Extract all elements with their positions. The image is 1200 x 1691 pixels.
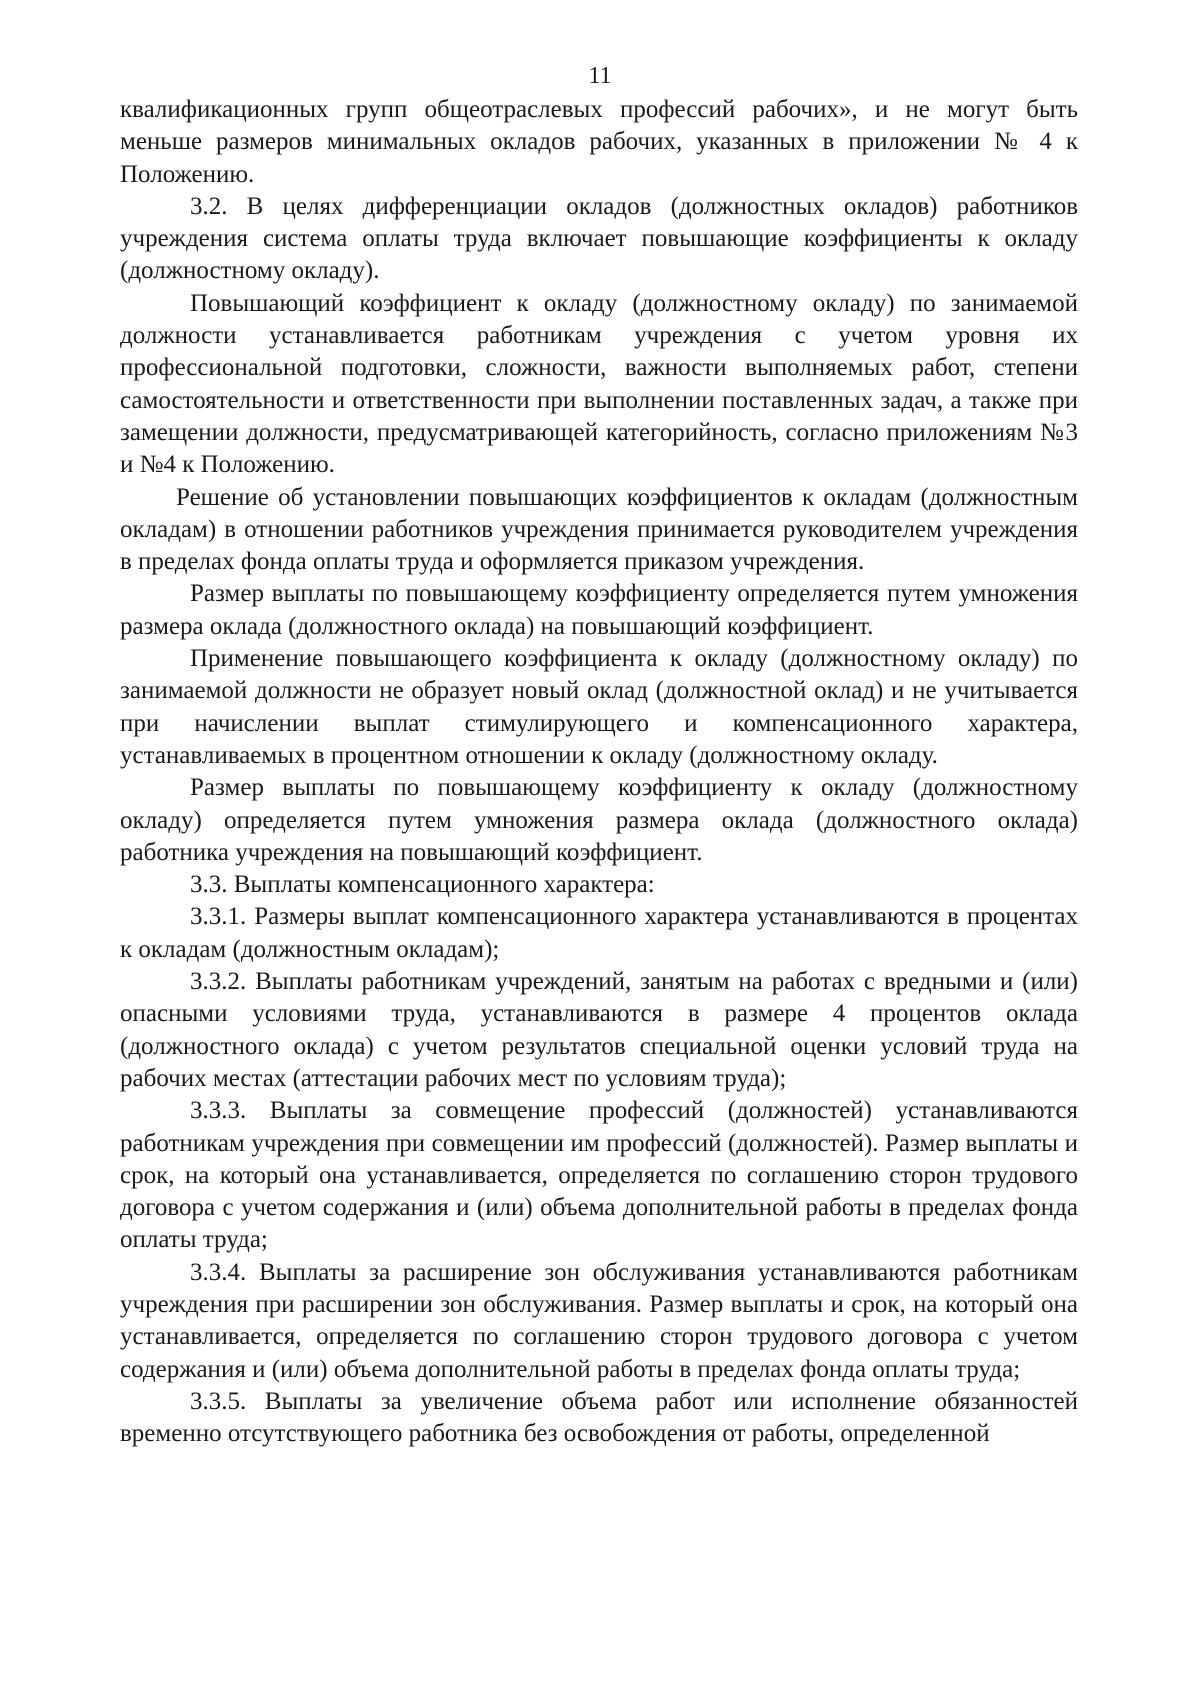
paragraph-3-3-3: 3.3.3. Выплаты за совмещение профессий (должностей) устанавливаются работникам учреждения при совмещении им профессий (должностей). Размер выплаты и срок, на который она устанавливается, определяется по соглашению сторон трудового договора с учетом содержания и (или) объема дополнительной работы в пределах фонда оплаты труда; <box>120 1097 1078 1254</box>
page-number: 11 <box>588 63 612 89</box>
paragraph-3-3-1: 3.3.1. Размеры выплат компенсационного характера устанавливаются в процентах к окладам (должностным окладам); <box>120 903 1078 963</box>
paragraph-continuation: квалификационных групп общеотраслевых профессий рабочих», и не могут быть меньше размеров минимальных окладов рабочих, указанных в приложении № 4 к Положению. <box>120 96 1078 188</box>
paragraph-3-2: 3.2. В целях дифференциации окладов (должностных окладов) работников учреждения система оплаты труда включает повышающие коэффициенты к окладу (должностному окладу). <box>120 192 1078 285</box>
paragraph-3-3-5: 3.3.5. Выплаты за увеличение объема работ или исполнение обязанностей временно отсутствующего работника без освобождения от работы, определенной <box>120 1387 1078 1448</box>
paragraph-application: Применение повышающего коэффициента к окладу (должностному окладу) по занимаемой должности не образует новый оклад (должностной оклад) и не учитывается при начислении выплат стимулирующего и компенсационного характера, устанавливаемых в процентном отношении к окладу (должностному окладу. <box>120 645 1078 769</box>
paragraph-payment-size-2: Размер выплаты по повышающему коэффициенту к окладу (должностному окладу) определяется путем умножения размера оклада (должностного оклада) работника учреждения на повышающий коэффициент. <box>120 774 1078 866</box>
document-body <box>120 94 1078 1450</box>
paragraph-coefficient: Повышающий коэффициент к окладу (должностному окладу) по занимаемой должности устанавливается работникам учреждения с учетом уровня их профессиональной подготовки, сложности, важности выполняемых работ, степени самостоятельности и ответственности при выполнении поставленных задач, а также при замещении должности, предусматривающей категорийность, согласно приложениям №3 и №4 к Положению. <box>120 289 1078 479</box>
paragraph-3-3-4: 3.3.4. Выплаты за расширение зон обслуживания устанавливаются работникам учреждения при расширении зон обслуживания. Размер выплаты и срок, на который она устанавливается, определяется по соглашению сторон трудового договора с учетом содержания и (или) объема дополнительной работы в пределах фонда оплаты труда; <box>120 1258 1078 1383</box>
paragraph-3-3: 3.3. Выплаты компенсационного характера: <box>190 871 655 899</box>
paragraph-payment-size-1: Размер выплаты по повышающему коэффициенту определяется путем умножения размера оклада (должностного оклада) на повышающий коэффициент. <box>120 580 1078 640</box>
paragraph-decision: Решение об установлении повышающих коэффициентов к окладам (должностным окладам) в отношении работников учреждения принимается руководителем учреждения в пределах фонда оплаты труда и оформляется приказом учреждения. <box>120 483 1078 576</box>
paragraph-3-3-2: 3.3.2. Выплаты работникам учреждений, занятым на работах с вредными и (или) опасными условиями труда, устанавливаются в размере 4 процентов оклада (должностного оклада) с учетом результатов специальной оценки условий труда на рабочих местах (аттестации рабочих мест по условиям труда); <box>120 968 1078 1092</box>
